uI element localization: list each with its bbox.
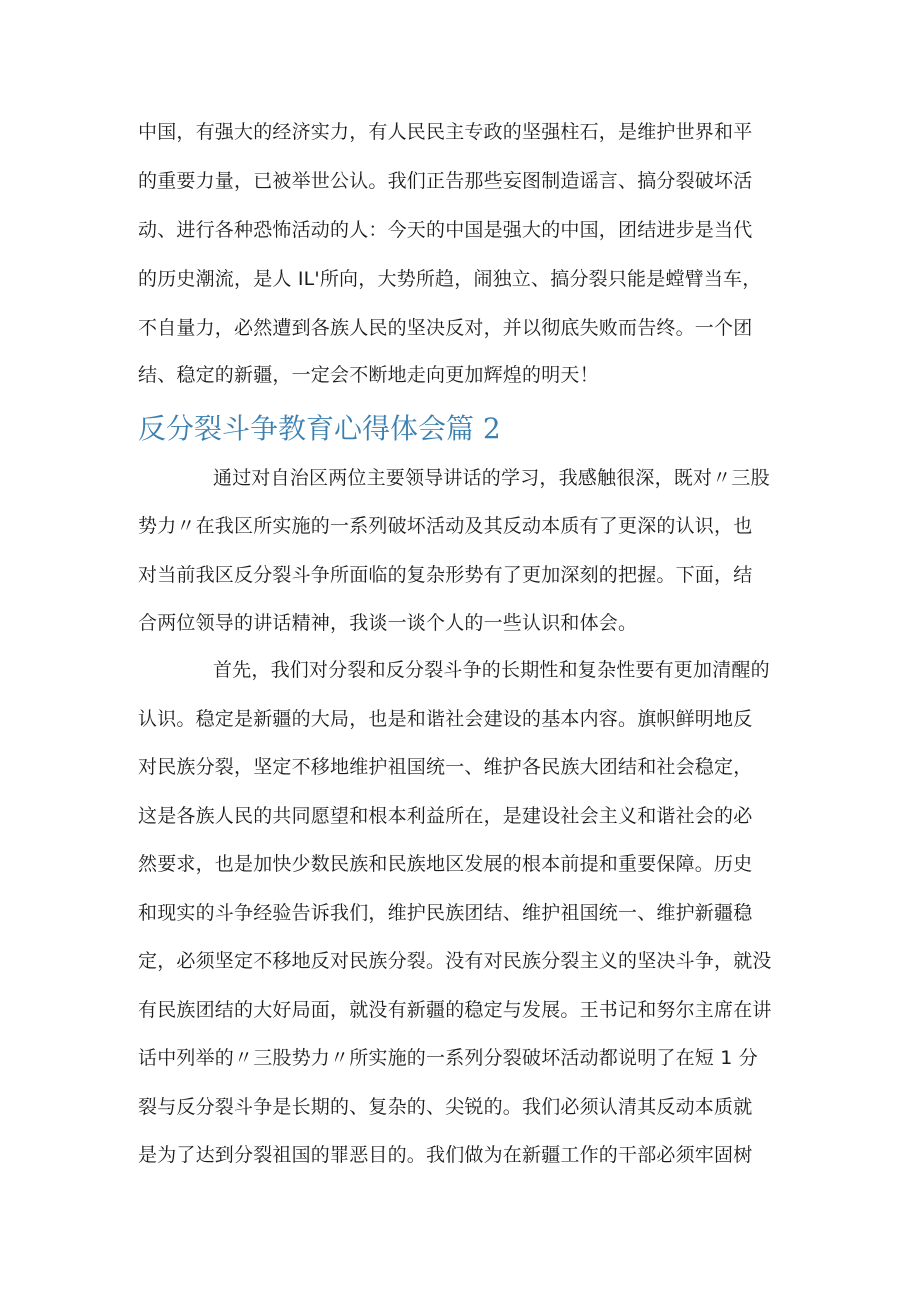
paragraph1-line: 通过对自治区两位主要领导讲话的学习，我感触很深，既对〃三股 <box>213 467 770 489</box>
paragraph2-line: 然要求，也是加快少数民族和民族地区发展的根本前提和重要保障。历史 <box>138 853 753 875</box>
paragraph2-line: 有民族团结的大好局面，就没有新疆的稳定与发展。王书记和努尔主席在讲 <box>138 999 772 1021</box>
intro-line: 中国，有强大的经济实力，有人民民主专政的坚强柱石，是维护世界和平 <box>138 121 753 143</box>
paragraph2-line: 裂与反分裂斗争是长期的、复杂的、尖锐的。我们必须认清其反动本质就 <box>138 1096 753 1118</box>
paragraph2-line: 和现实的斗争经验告诉我们，维护民族团结、维护祖国统一、维护新疆稳 <box>138 902 753 924</box>
paragraph2-line: 是为了达到分裂祖国的罪恶目的。我们做为在新疆工作的干部必须牢固树 <box>138 1144 753 1166</box>
intro-line: 的重要力量，已被举世公认。我们正告那些妄图制造谣言、搞分裂破坏活 <box>138 170 753 192</box>
section-title: 反分裂斗争教育心得体会篇 2 <box>138 412 501 445</box>
intro-line: 结、稳定的新疆，一定会不断地走向更加辉煌的明天！ <box>138 364 599 386</box>
paragraph1-line: 对当前我区反分裂斗争所面临的复杂形势有了更加深刻的把握。下面，结 <box>138 564 753 586</box>
paragraph2-line: 这是各族人民的共同愿望和根本利益所在，是建设社会主义和谐社会的必 <box>138 805 753 827</box>
paragraph2-line: 首先，我们对分裂和反分裂斗争的长期性和复杂性要有更加清醒的 <box>213 659 770 681</box>
paragraph2-line: 认识。稳定是新疆的大局，也是和谐社会建设的基本内容。旗帜鲜明地反 <box>138 708 753 730</box>
paragraph1-line: 合两位领导的讲话精神，我谈一谈个人的一些认识和体会。 <box>138 612 638 634</box>
paragraph1-line: 势力〃在我区所实施的一系列破坏活动及其反动本质有了更深的认识，也 <box>138 515 753 537</box>
intro-line: 动、进行各种恐怖活动的人：今天的中国是强大的中国，团结进步是当代 <box>138 219 753 241</box>
paragraph2-line: 定，必须坚定不移地反对民族分裂。没有对民族分裂主义的坚决斗争，就没 <box>138 950 772 972</box>
intro-line: 的历史潮流，是人 IL'所向，大势所趋，闹独立、搞分裂只能是螳臂当车， <box>138 268 762 290</box>
paragraph2-line: 对民族分裂，坚定不移地维护祖国统一、维护各民族大团结和社会稳定， <box>138 756 753 778</box>
intro-line: 不自量力，必然遭到各族人民的坚决反对，并以彻底失败而告终。一个团 <box>138 317 753 339</box>
paragraph2-line: 话中列举的〃三股势力〃所实施的一系列分裂破坏活动都说明了在短 1 分 <box>138 1047 758 1069</box>
